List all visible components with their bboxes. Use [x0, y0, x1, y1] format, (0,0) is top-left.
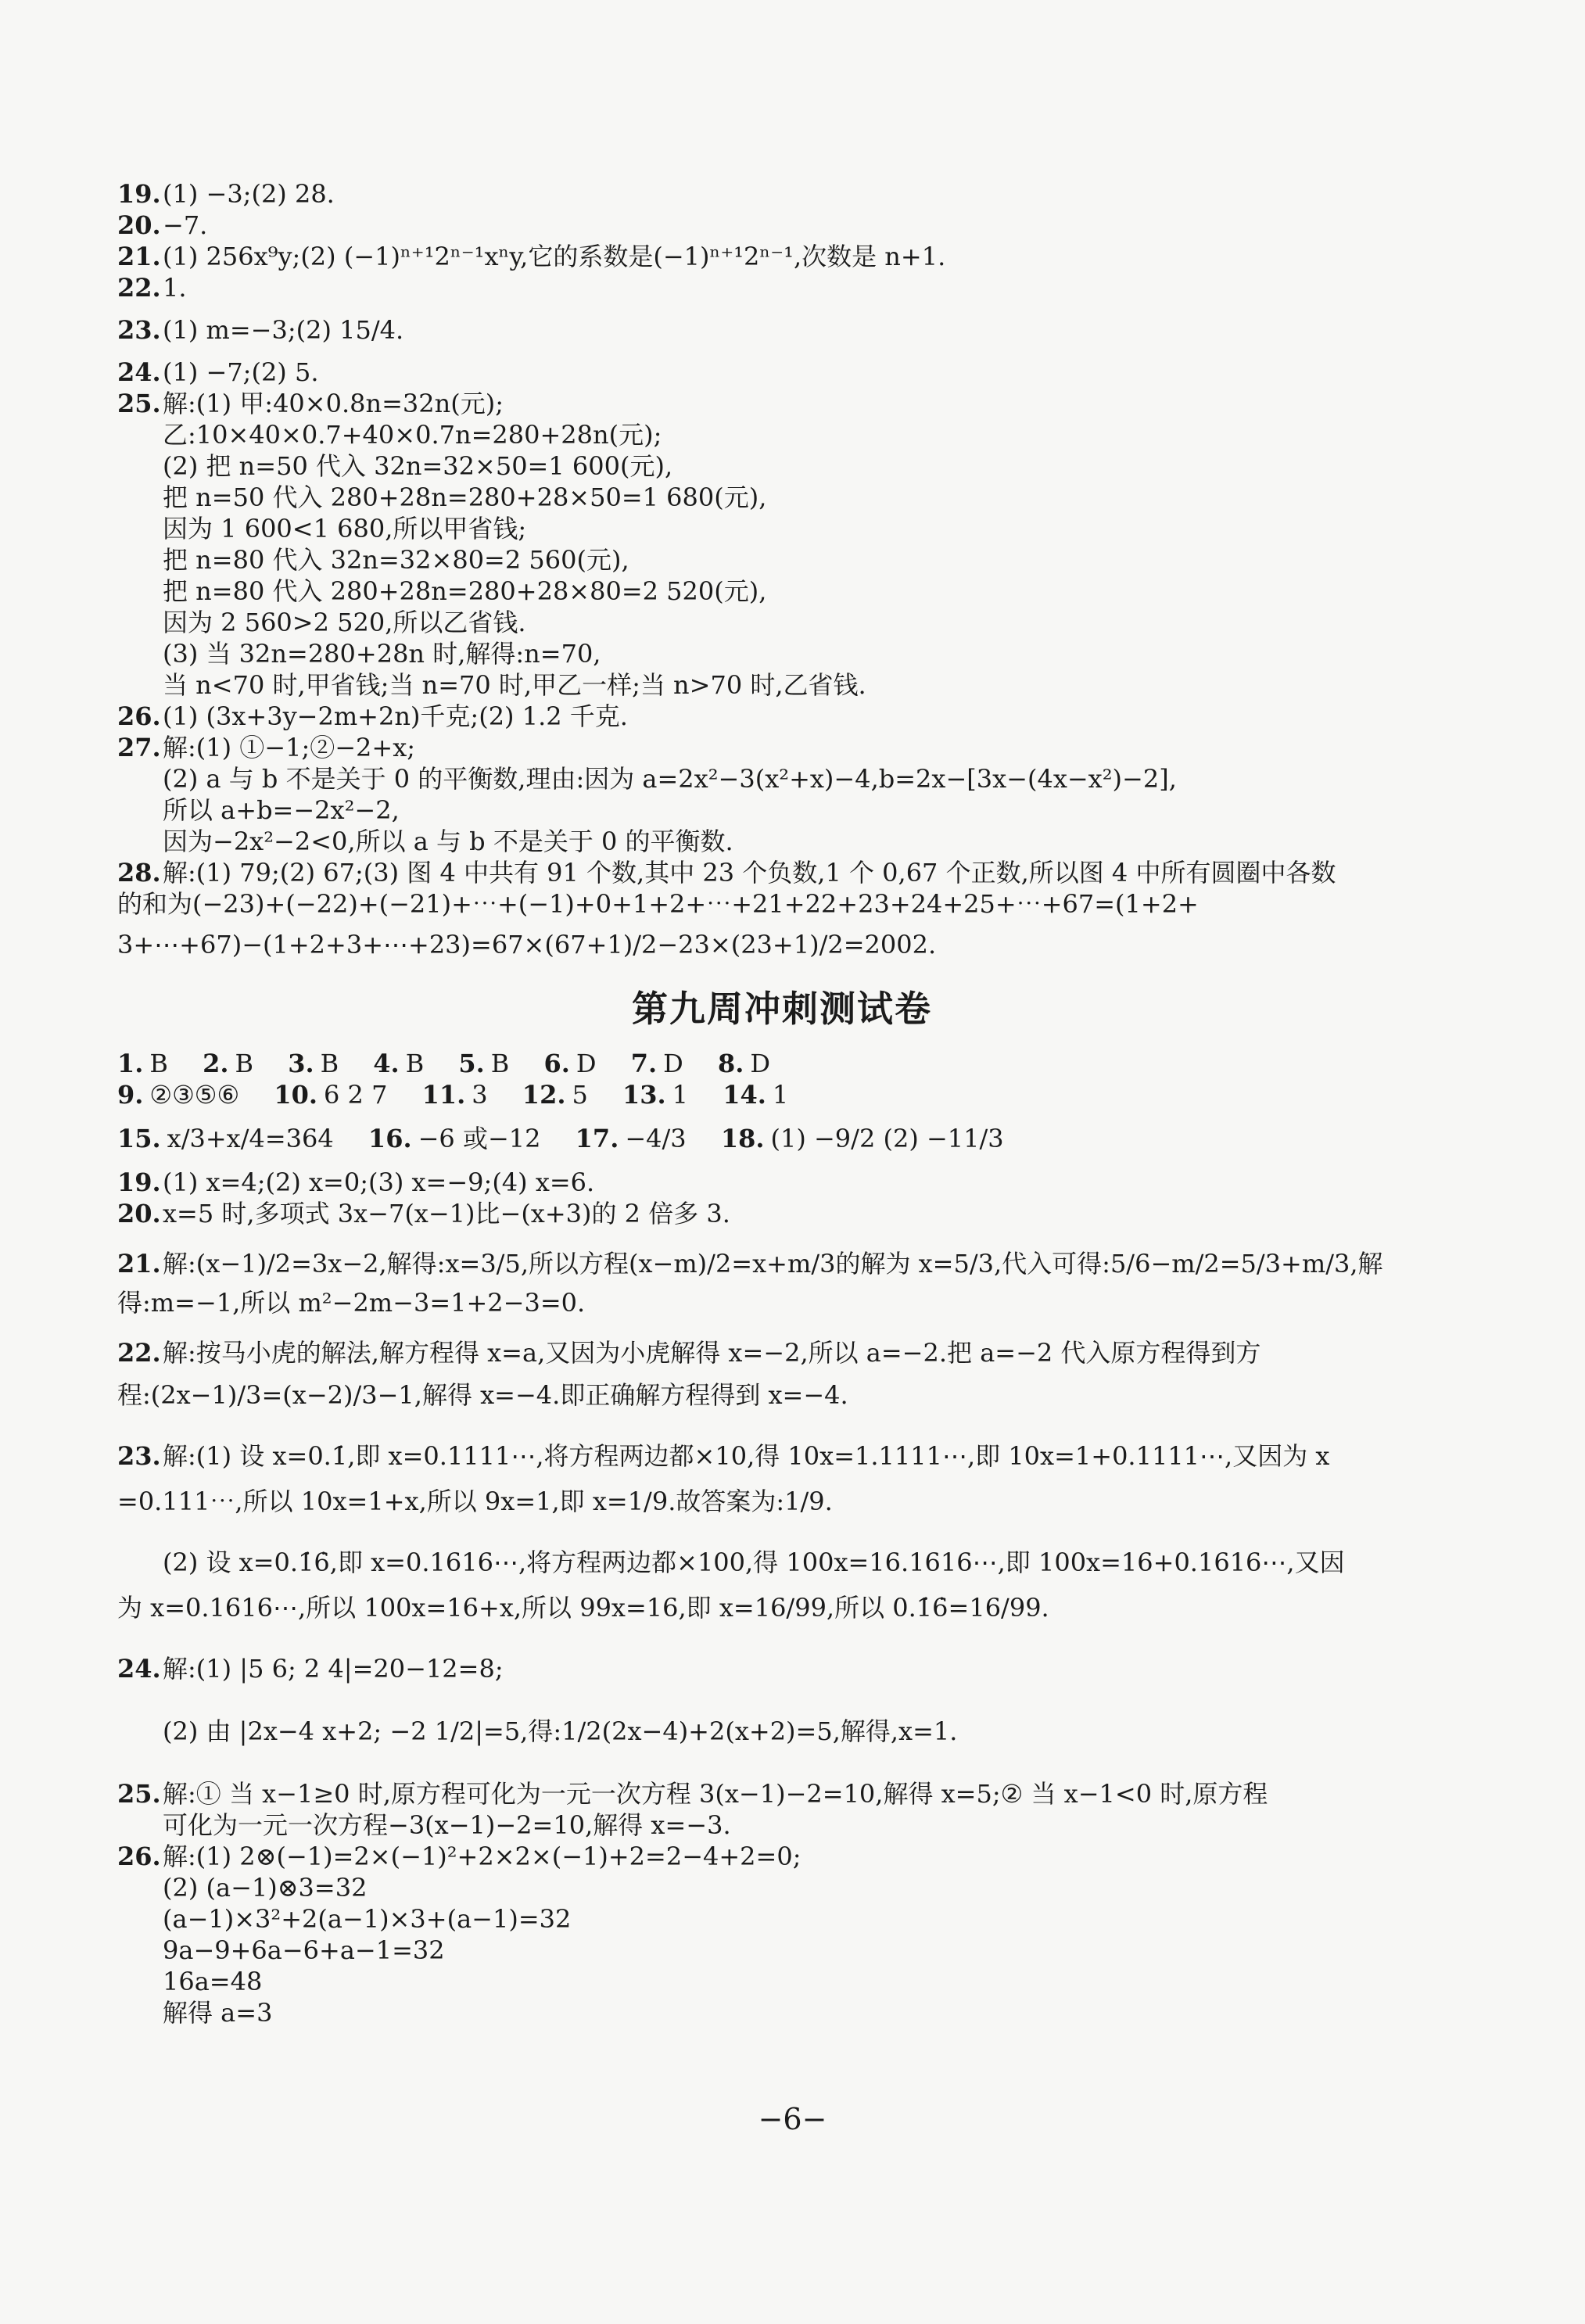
answer-25-line: (3) 当 32n=280+28n 时,解得:n=70,: [163, 639, 601, 669]
answer-28-line: 3+⋯+67)−(1+2+3+⋯+23)=67×(67+1)/2−23×(23+1)/2=2002.: [117, 930, 937, 959]
answer-21: 21.(1) 256x⁹y;(2) (−1)ⁿ⁺¹2ⁿ⁻¹xⁿy,它的系数是(−1)ⁿ⁺¹2ⁿ⁻¹,次数是 n+1.: [117, 242, 946, 271]
answer-27-line: 27.解:(1) ①−1;②−2+x;: [117, 733, 416, 762]
answer-p2-23-line: =0.111⋯,所以 10x=1+x,所以 9x=1,即 x=1/9.故答案为:1/9.: [117, 1487, 833, 1516]
answer-p2-21-line: 21.解:(x−1)/2=3x−2,解得:x=3/5,所以方程(x−m)/2=x+m/3的解为 x=5/3,代入可得:5/6−m/2=5/3+m/3,解: [117, 1249, 1383, 1279]
answer-p2-26-line: 26.解:(1) 2⊗(−1)=2×(−1)²+2×2×(−1)+2=2−4+2=0;: [117, 1842, 801, 1871]
mc-row-3: 15. x/3+x/4=364 16. −6 或−12 17. −4/3 18. (1) −9/2 (2) −11/3: [117, 1124, 1004, 1153]
answer-p2-22-line: 22.解:按马小虎的解法,解方程得 x=a,又因为小虎解得 x=−2,所以 a=−2.把 a=−2 代入原方程得到方: [117, 1338, 1261, 1368]
answer-23: 23.(1) m=−3;(2) 15/4.: [117, 315, 404, 345]
answer-p2-24-line: (2) 由 |2x−4 x+2; −2 1/2|=5,得:1/2(2x−4)+2(x+2)=5,解得,x=1.: [163, 1716, 958, 1746]
answer-20: 20.−7.: [117, 210, 208, 240]
answer-27-line: 因为−2x²−2<0,所以 a 与 b 不是关于 0 的平衡数.: [163, 827, 733, 856]
page-number: −6−: [758, 2102, 827, 2136]
answer-p2-25-line: 可化为一元一次方程−3(x−1)−2=10,解得 x=−3.: [163, 1810, 731, 1840]
answer-25-line: 把 n=50 代入 280+28n=280+28×50=1 680(元),: [163, 482, 767, 512]
answer-p2-26-line: 16a=48: [163, 1967, 263, 1996]
section-title: 第九周冲刺测试卷: [632, 988, 932, 1030]
answer-p2-20: 20.x=5 时,多项式 3x−7(x−1)比−(x+3)的 2 倍多 3.: [117, 1199, 730, 1228]
answer-p2-21-line: 得:m=−1,所以 m²−2m−3=1+2−3=0.: [117, 1288, 586, 1318]
answer-25-line: 因为 1 600<1 680,所以甲省钱;: [163, 514, 527, 543]
answer-p2-19: 19.(1) x=4;(2) x=0;(3) x=−9;(4) x=6.: [117, 1167, 595, 1197]
answer-25-line: 25.解:(1) 甲:40×0.8n=32n(元);: [117, 389, 504, 418]
answer-25-line: 把 n=80 代入 280+28n=280+28×80=2 520(元),: [163, 576, 767, 606]
answer-26: 26.(1) (3x+3y−2m+2n)千克;(2) 1.2 千克.: [117, 701, 628, 731]
answer-p2-26-line: 9a−9+6a−6+a−1=32: [163, 1935, 445, 1965]
answer-p2-22-line: 程:(2x−1)/3=(x−2)/3−1,解得 x=−4.即正确解方程得到 x=−4.: [117, 1380, 848, 1410]
answer-22: 22.1.: [117, 273, 187, 303]
answer-25-line: 乙:10×40×0.7+40×0.7n=280+28n(元);: [163, 420, 662, 450]
answer-25-line: 把 n=80 代入 32n=32×80=2 560(元),: [163, 545, 629, 575]
answer-25-line: 因为 2 560>2 520,所以乙省钱.: [163, 608, 526, 637]
answer-25-line: (2) 把 n=50 代入 32n=32×50=1 600(元),: [163, 451, 673, 481]
answer-p2-23-line: 23.解:(1) 设 x=0.1̇,即 x=0.1111⋯,将方程两边都×10,得 10x=1.1111⋯,即 10x=1+0.1111⋯,又因为 x: [117, 1441, 1330, 1471]
answer-28-line: 28.解:(1) 79;(2) 67;(3) 图 4 中共有 91 个数,其中 23 个负数,1 个 0,67 个正数,所以图 4 中所有圆圈中各数: [117, 858, 1336, 888]
answer-27-line: (2) a 与 b 不是关于 0 的平衡数,理由:因为 a=2x²−3(x²+x)−4,b=2x−[3x−(4x−x²)−2],: [163, 764, 1177, 794]
answer-p2-23-line: (2) 设 x=0.1̇6̇,即 x=0.1616⋯,将方程两边都×100,得 100x=16.1616⋯,即 100x=16+0.1616⋯,又因: [163, 1548, 1345, 1577]
answer-19: 19.(1) −3;(2) 28.: [117, 179, 335, 209]
answer-p2-24-line: 24.解:(1) |5 6; 2 4|=20−12=8;: [117, 1654, 504, 1684]
answer-p2-26-line: 解得 a=3: [163, 1998, 273, 2028]
mc-row-2: 9. ②③⑤⑥ 10. 6 2 7 11. 3 12. 5 13. 1 14. 1: [117, 1080, 789, 1110]
answer-24: 24.(1) −7;(2) 5.: [117, 357, 319, 387]
mc-row-1: 1. B 2. B 3. B 4. B 5. B 6. D 7. D 8. D: [117, 1049, 770, 1078]
answer-p2-23-line: 为 x=0.1616⋯,所以 100x=16+x,所以 99x=16,即 x=16/99,所以 0.1̇6̇=16/99.: [117, 1593, 1049, 1623]
answer-28-line: 的和为(−23)+(−22)+(−21)+⋯+(−1)+0+1+2+⋯+21+22+23+24+25+⋯+67=(1+2+: [117, 889, 1199, 919]
answer-27-line: 所以 a+b=−2x²−2,: [163, 795, 400, 825]
answer-25-line: 当 n<70 时,甲省钱;当 n=70 时,甲乙一样;当 n>70 时,乙省钱.: [163, 670, 866, 700]
page-content: [117, 178, 1447, 2028]
answer-p2-25-line: 25.解:① 当 x−1≥0 时,原方程可化为一元一次方程 3(x−1)−2=10,解得 x=5;② 当 x−1<0 时,原方程: [117, 1779, 1268, 1809]
answer-p2-26-line: (2) (a−1)⊗3=32: [163, 1873, 368, 1903]
answer-p2-26-line: (a−1)×3²+2(a−1)×3+(a−1)=32: [163, 1904, 572, 1934]
